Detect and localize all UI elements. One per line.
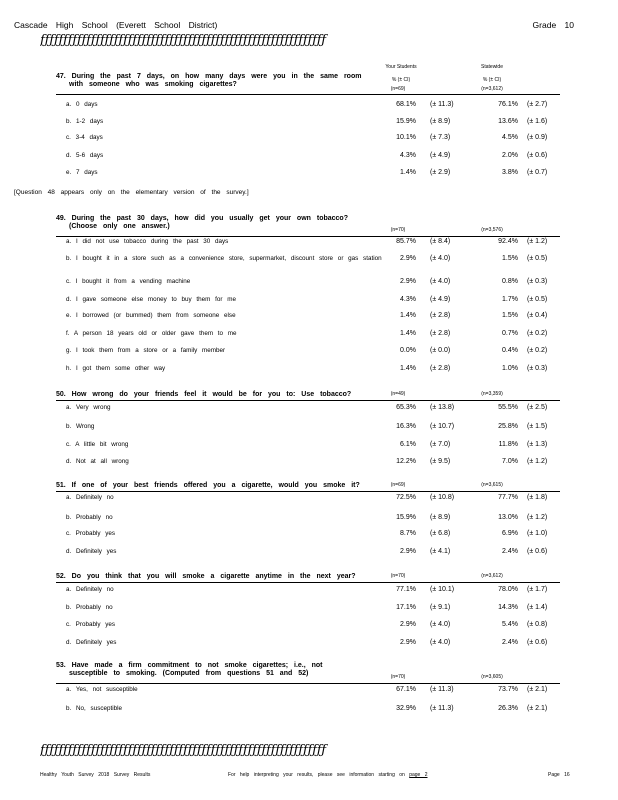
option-label: e. 7 days <box>66 169 98 176</box>
option-label: a. Yes, not susceptible <box>66 686 138 693</box>
question-rule <box>56 582 560 583</box>
option-label: d. Not at all wrong <box>66 458 129 465</box>
school-ci: (± 9.5) <box>430 458 451 465</box>
school-percent: 0.0% <box>400 347 416 354</box>
footer-survey-name: Healthy Youth Survey 2018 Survey Results <box>40 772 151 778</box>
state-percent: 2.4% <box>502 639 518 646</box>
school-percent: 1.4% <box>400 330 416 337</box>
column-header-pct-ci-state: % (± CI) <box>482 77 502 83</box>
option-label: c. 3-4 days <box>66 134 103 141</box>
school-percent: 1.4% <box>400 169 416 176</box>
option-label: a. Definitely no <box>66 494 114 501</box>
column-header-pct-ci-school: % (± CI) <box>391 77 411 83</box>
question-title-line-1: 53. Have made a firm commitment to not smoke cigarettes; i.e., not <box>56 662 323 669</box>
state-ci: (± 2.5) <box>527 404 548 411</box>
question-title-line-1: 51. If one of your best friends offered you a cigarette, would you smoke it? <box>56 482 360 489</box>
school-percent: 6.1% <box>400 441 416 448</box>
question-rule <box>56 683 560 684</box>
school-percent: 10.1% <box>396 134 416 141</box>
option-label: h. I got them some other way <box>66 365 166 372</box>
n-school: (n=70) <box>390 674 406 680</box>
question-title <box>56 391 351 399</box>
question-48-note: [Question 48 appears only on the elementary version of the survey.] <box>14 189 249 196</box>
school-ci: (± 9.1) <box>430 604 451 611</box>
state-percent: 73.7% <box>498 686 518 693</box>
question-title-line-2: with someone who was smoking cigarettes? <box>69 81 237 88</box>
state-ci: (± 0.7) <box>527 169 548 176</box>
school-ci: (± 2.8) <box>430 312 451 319</box>
school-ci: (± 4.9) <box>430 152 451 159</box>
state-percent: 0.8% <box>502 278 518 285</box>
school-percent: 2.9% <box>400 255 416 262</box>
option-label: b. Wrong <box>66 423 95 430</box>
option-label: g. I took them from a store or a family member <box>66 347 226 354</box>
school-ci: (± 4.1) <box>430 548 451 555</box>
option-label: a. Very wrong <box>66 404 111 411</box>
state-percent: 76.1% <box>498 101 518 108</box>
school-ci: (± 2.9) <box>430 169 451 176</box>
option-label: c. Probably yes <box>66 530 116 537</box>
state-ci: (± 0.8) <box>527 621 548 628</box>
state-ci: (± 0.5) <box>527 255 548 262</box>
n-state: (n=3,576) <box>481 227 503 233</box>
state-ci: (± 2.1) <box>527 705 548 712</box>
option-label: b. Probably no <box>66 604 113 611</box>
question-title-line-1: 47. During the past 7 days, on how many days were you in the same room <box>56 73 362 80</box>
state-percent: 1.0% <box>502 365 518 372</box>
school-ci: (± 8.9) <box>430 118 451 125</box>
n-school: (n=70) <box>390 227 406 233</box>
school-percent: 8.7% <box>400 530 416 537</box>
state-percent: 55.5% <box>498 404 518 411</box>
school-ci: (± 4.0) <box>430 255 451 262</box>
state-percent: 0.7% <box>502 330 518 337</box>
option-label: b. Probably no <box>66 514 113 521</box>
state-ci: (± 1.5) <box>527 423 548 430</box>
question-title <box>56 482 360 490</box>
school-ci: (± 4.9) <box>430 296 451 303</box>
school-ci: (± 2.8) <box>430 365 451 372</box>
question-title <box>56 573 356 581</box>
state-ci: (± 0.4) <box>527 312 548 319</box>
state-percent: 2.4% <box>502 548 518 555</box>
option-label: c. A little bit wrong <box>66 441 129 448</box>
state-percent: 26.3% <box>498 705 518 712</box>
school-percent: 4.3% <box>400 152 416 159</box>
question-rule <box>56 94 560 95</box>
state-ci: (± 1.7) <box>527 586 548 593</box>
option-label: c. Probably yes <box>66 621 116 628</box>
school-percent: 2.9% <box>400 639 416 646</box>
option-label: d. Definitely yes <box>66 548 117 555</box>
n-state: (n=3,612) <box>481 86 503 92</box>
question-title-line-2: (Choose only one answer.) <box>69 223 170 230</box>
option-label: a. I did not use tobacco during the past 30 days <box>66 238 229 245</box>
state-ci: (± 0.5) <box>527 296 548 303</box>
question-title-line-2: susceptible to smoking. (Computed from questions 51 and 52) <box>69 670 309 677</box>
school-ci: (± 4.0) <box>430 639 451 646</box>
state-ci: (± 0.2) <box>527 330 548 337</box>
state-percent: 1.7% <box>502 296 518 303</box>
state-ci: (± 0.2) <box>527 347 548 354</box>
school-percent: 4.3% <box>400 296 416 303</box>
school-ci: (± 10.1) <box>430 586 455 593</box>
option-label: b. I bought it in a store such as a convenience store, supermarket, discount store or gas station <box>66 255 382 262</box>
state-ci: (± 1.8) <box>527 494 548 501</box>
state-ci: (± 0.6) <box>527 548 548 555</box>
column-header-your-students: Your Students <box>385 64 417 70</box>
n-school: (n=49) <box>390 391 406 397</box>
state-ci: (± 1.3) <box>527 441 548 448</box>
option-label: d. 5-6 days <box>66 152 104 159</box>
school-ci: (± 11.3) <box>430 101 454 108</box>
school-percent: 67.1% <box>396 686 416 693</box>
school-percent: 15.9% <box>396 118 416 125</box>
school-ci: (± 4.0) <box>430 621 451 628</box>
school-percent: 32.9% <box>396 705 416 712</box>
option-label: a. 0 days <box>66 101 98 108</box>
option-label: c. I bought it from a vending machine <box>66 278 191 285</box>
question-rule <box>56 236 560 237</box>
school-ci: (± 10.8) <box>430 494 455 501</box>
school-percent: 77.1% <box>396 586 416 593</box>
state-percent: 1.5% <box>502 255 518 262</box>
footer-page-link[interactable]: page 2 <box>409 772 428 778</box>
question-title-line-1: 52. Do you think that you will smoke a cigarette anytime in the next year? <box>56 573 356 580</box>
header-school: Cascade High School (Everett School District) <box>14 20 218 30</box>
school-ci: (± 11.3) <box>430 686 454 693</box>
school-ci: (± 2.8) <box>430 330 451 337</box>
state-ci: (± 1.2) <box>527 458 548 465</box>
school-percent: 72.5% <box>396 494 416 501</box>
school-percent: 2.9% <box>400 621 416 628</box>
question-title-line-1: 50. How wrong do your friends feel it would be for you to: Use tobacco? <box>56 391 352 398</box>
school-ci: (± 4.0) <box>430 278 451 285</box>
state-percent: 4.5% <box>502 134 518 141</box>
n-state: (n=3,605) <box>481 674 503 680</box>
option-label: d. Definitely yes <box>66 639 117 646</box>
state-ci: (± 0.3) <box>527 365 548 372</box>
state-percent: 7.0% <box>502 458 518 465</box>
state-percent: 3.8% <box>502 169 518 176</box>
state-percent: 25.8% <box>498 423 518 430</box>
n-state: (n=3,612) <box>481 573 503 579</box>
top-decoration: ƒƒƒƒƒƒƒƒƒƒƒƒƒƒƒƒƒƒƒƒƒƒƒƒƒƒƒƒƒƒƒƒƒƒƒƒƒƒƒƒƒƒƒƒƒƒƒƒƒƒƒƒƒƒƒƒƒƒƒƒƒƒ <box>40 34 326 48</box>
school-percent: 15.9% <box>396 514 416 521</box>
n-school: (n=70) <box>390 573 406 579</box>
state-ci: (± 2.1) <box>527 686 548 693</box>
state-ci: (± 0.6) <box>527 639 548 646</box>
school-ci: (± 10.7) <box>430 423 455 430</box>
question-title <box>56 662 323 678</box>
school-ci: (± 7.0) <box>430 441 451 448</box>
state-ci: (± 2.7) <box>527 101 548 108</box>
question-title <box>56 73 361 89</box>
school-ci: (± 0.0) <box>430 347 451 354</box>
header-grade: Grade 10 <box>532 20 574 30</box>
state-percent: 2.0% <box>502 152 518 159</box>
n-state: (n=3,359) <box>481 391 503 397</box>
n-school: (n=69) <box>390 86 406 92</box>
state-ci: (± 1.4) <box>527 604 548 611</box>
question-title <box>56 215 348 231</box>
state-percent: 14.3% <box>498 604 518 611</box>
option-label: b. 1-2 days <box>66 118 104 125</box>
state-percent: 78.0% <box>498 586 518 593</box>
column-header-statewide: Statewide <box>481 64 503 70</box>
question-title-line-1: 49. During the past 30 days, how did you usually get your own tobacco? <box>56 215 348 222</box>
question-rule <box>56 491 560 492</box>
state-percent: 77.7% <box>498 494 518 501</box>
school-ci: (± 13.8) <box>430 404 455 411</box>
footer-page-number: Page 16 <box>548 772 570 778</box>
state-percent: 0.4% <box>502 347 518 354</box>
n-state: (n=3,615) <box>481 482 503 488</box>
school-percent: 85.7% <box>396 238 416 245</box>
school-percent: 65.3% <box>396 404 416 411</box>
state-percent: 6.9% <box>502 530 518 537</box>
option-label: d. I gave someone else money to buy them for me <box>66 296 237 303</box>
state-percent: 1.5% <box>502 312 518 319</box>
school-ci: (± 8.4) <box>430 238 451 245</box>
school-percent: 1.4% <box>400 312 416 319</box>
state-ci: (± 0.3) <box>527 278 548 285</box>
footer-help-text <box>228 772 428 778</box>
state-percent: 13.0% <box>498 514 518 521</box>
school-percent: 16.3% <box>396 423 416 430</box>
option-label: f. A person 18 years old or older gave them to me <box>66 330 237 337</box>
option-label: e. I borrowed (or bummed) them from someone else <box>66 312 236 319</box>
n-school: (n=69) <box>390 482 406 488</box>
footer-help-label: For help interpreting your results, please see information starting on <box>228 772 405 778</box>
school-percent: 1.4% <box>400 365 416 372</box>
state-percent: 11.8% <box>498 441 518 448</box>
bottom-decoration: ƒƒƒƒƒƒƒƒƒƒƒƒƒƒƒƒƒƒƒƒƒƒƒƒƒƒƒƒƒƒƒƒƒƒƒƒƒƒƒƒƒƒƒƒƒƒƒƒƒƒƒƒƒƒƒƒƒƒƒƒƒƒ <box>40 744 326 758</box>
option-label: b. No, susceptible <box>66 705 123 712</box>
state-percent: 92.4% <box>498 238 518 245</box>
school-percent: 2.9% <box>400 548 416 555</box>
school-ci: (± 6.8) <box>430 530 451 537</box>
state-percent: 13.6% <box>498 118 518 125</box>
state-ci: (± 1.2) <box>527 514 548 521</box>
school-percent: 17.1% <box>396 604 416 611</box>
state-ci: (± 1.2) <box>527 238 548 245</box>
school-percent: 2.9% <box>400 278 416 285</box>
school-ci: (± 11.3) <box>430 705 454 712</box>
school-ci: (± 7.3) <box>430 134 451 141</box>
state-ci: (± 1.6) <box>527 118 548 125</box>
question-rule <box>56 400 560 401</box>
school-percent: 12.2% <box>396 458 416 465</box>
state-percent: 5.4% <box>502 621 518 628</box>
state-ci: (± 1.0) <box>527 530 548 537</box>
school-percent: 68.1% <box>396 101 416 108</box>
option-label: a. Definitely no <box>66 586 114 593</box>
school-ci: (± 8.9) <box>430 514 451 521</box>
state-ci: (± 0.9) <box>527 134 548 141</box>
state-ci: (± 0.6) <box>527 152 548 159</box>
